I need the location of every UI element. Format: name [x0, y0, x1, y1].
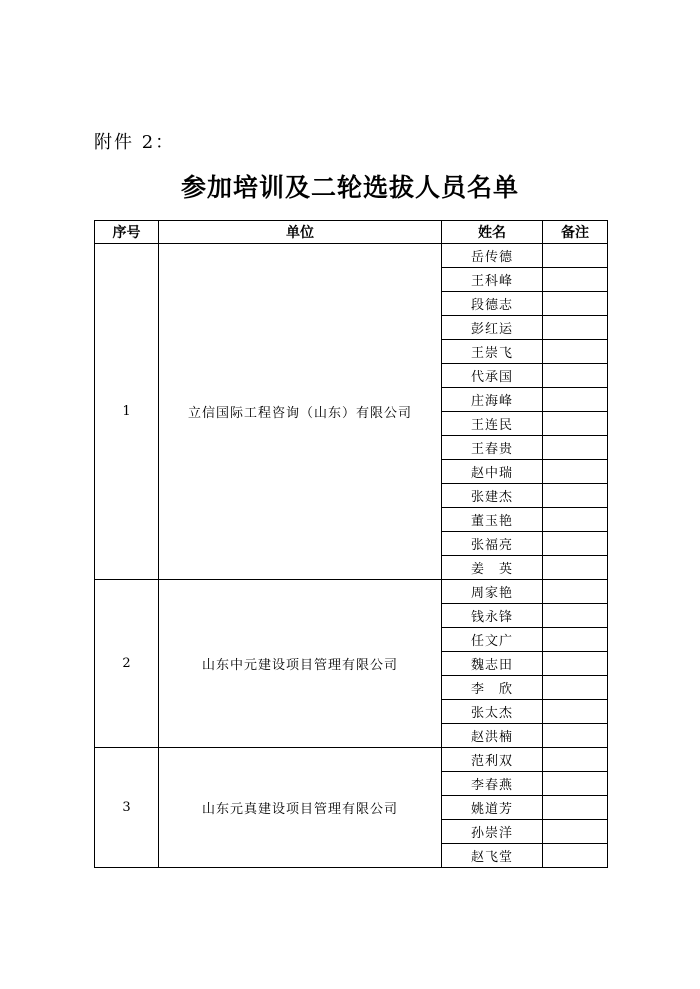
name-cell: 董玉艳 — [442, 508, 543, 532]
name-cell: 钱永锋 — [442, 604, 543, 628]
note-cell — [543, 556, 608, 580]
name-cell: 魏志田 — [442, 652, 543, 676]
name-cell: 姜 英 — [442, 556, 543, 580]
note-cell — [543, 508, 608, 532]
note-cell — [543, 628, 608, 652]
name-cell: 代承国 — [442, 364, 543, 388]
note-cell — [543, 484, 608, 508]
note-cell — [543, 412, 608, 436]
roster-table — [94, 220, 608, 868]
name-cell: 庄海峰 — [442, 388, 543, 412]
header-note: 备注 — [543, 221, 608, 244]
note-cell — [543, 292, 608, 316]
note-cell — [543, 340, 608, 364]
note-cell — [543, 460, 608, 484]
table-row — [95, 244, 608, 268]
unit-cell: 山东元真建设项目管理有限公司 — [159, 748, 442, 868]
name-cell: 王科峰 — [442, 268, 543, 292]
name-cell: 赵洪楠 — [442, 724, 543, 748]
document-title: 参加培训及二轮选拔人员名单 — [180, 173, 519, 202]
note-cell — [543, 268, 608, 292]
header-name: 姓名 — [442, 221, 543, 244]
note-cell — [543, 844, 608, 868]
seq-cell: 3 — [95, 748, 159, 868]
name-cell: 张建杰 — [442, 484, 543, 508]
note-cell — [543, 724, 608, 748]
name-cell: 姚道芳 — [442, 796, 543, 820]
note-cell — [543, 820, 608, 844]
note-cell — [543, 700, 608, 724]
note-cell — [543, 772, 608, 796]
header-unit: 单位 — [159, 221, 442, 244]
note-cell — [543, 316, 608, 340]
name-cell: 周家艳 — [442, 580, 543, 604]
unit-cell: 立信国际工程咨询（山东）有限公司 — [159, 244, 442, 580]
note-cell — [543, 604, 608, 628]
table-row — [95, 580, 608, 604]
seq-cell: 1 — [95, 244, 159, 580]
note-cell — [543, 652, 608, 676]
name-cell: 王崇飞 — [442, 340, 543, 364]
name-cell: 李 欣 — [442, 676, 543, 700]
name-cell: 张太杰 — [442, 700, 543, 724]
name-cell: 王连民 — [442, 412, 543, 436]
name-cell: 赵中瑞 — [442, 460, 543, 484]
note-cell — [543, 364, 608, 388]
unit-cell: 山东中元建设项目管理有限公司 — [159, 580, 442, 748]
header-seq: 序号 — [95, 221, 159, 244]
note-cell — [543, 388, 608, 412]
name-cell: 段德志 — [442, 292, 543, 316]
name-cell: 范利双 — [442, 748, 543, 772]
name-cell: 张福亮 — [442, 532, 543, 556]
attachment-label: 附件 2： — [94, 132, 176, 153]
name-cell: 王春贵 — [442, 436, 543, 460]
note-cell — [543, 436, 608, 460]
note-cell — [543, 676, 608, 700]
note-cell — [543, 532, 608, 556]
roster-body — [95, 244, 608, 868]
name-cell: 彭红运 — [442, 316, 543, 340]
note-cell — [543, 244, 608, 268]
name-cell: 岳传德 — [442, 244, 543, 268]
note-cell — [543, 580, 608, 604]
name-cell: 赵飞堂 — [442, 844, 543, 868]
name-cell: 李春燕 — [442, 772, 543, 796]
name-cell: 任文广 — [442, 628, 543, 652]
name-cell: 孙崇洋 — [442, 820, 543, 844]
note-cell — [543, 796, 608, 820]
note-cell — [543, 748, 608, 772]
header-row — [95, 221, 608, 244]
table-row — [95, 748, 608, 772]
seq-cell: 2 — [95, 580, 159, 748]
